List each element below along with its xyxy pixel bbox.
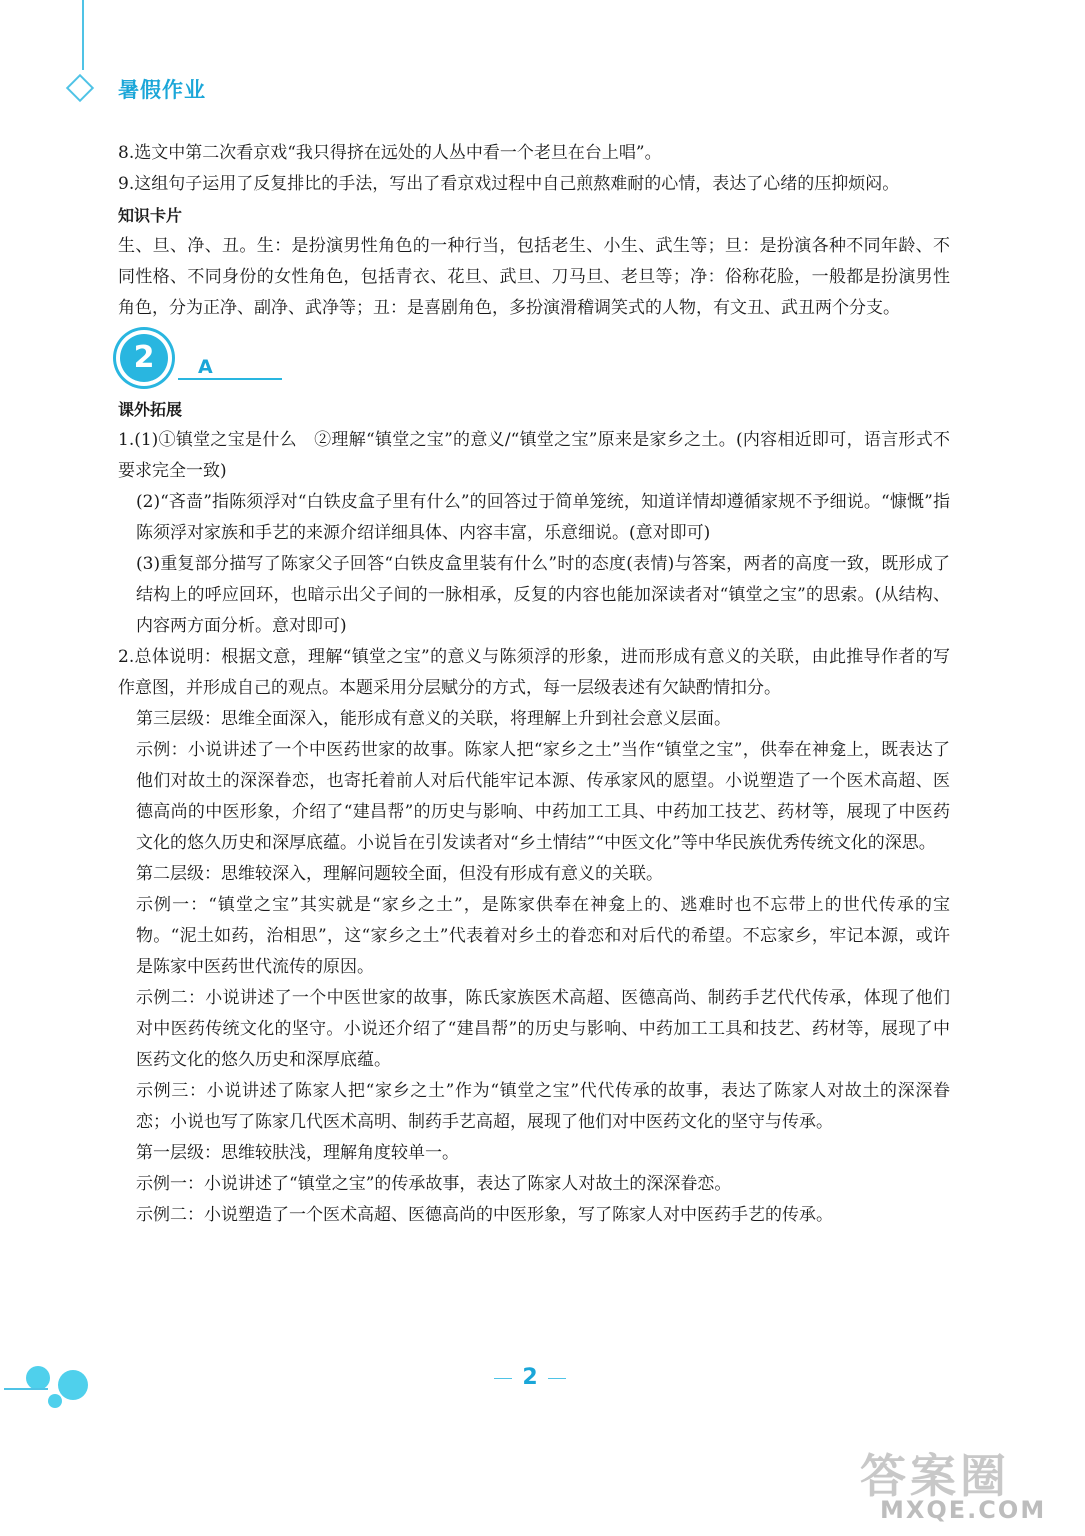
- level-3-desc: 第三层级：思维全面深入，能形成有意义的关联，将理解上升到社会意义层面。: [136, 709, 731, 729]
- extension-title: 课外拓展: [118, 400, 183, 419]
- level-1-example-1: 示例一：小说讲述了“镇堂之宝”的传承故事，表达了陈家人对故土的深深眷恋。: [136, 1174, 732, 1194]
- watermark: [840, 1440, 1080, 1530]
- section-number-badge: 2: [120, 334, 168, 382]
- level-3-example: 示例：小说讲述了一个中医药世家的故事。陈家人把“家乡之土”当作“镇堂之宝”，供奉在神龛上，既表达了他们对故土的深深眷恋，也寄托着前人对后代能牢记本源、传承家风的愿望。小说塑造了一个医术高超、医德高尚的中医形象，介绍了“建昌帮”的历史与影响、中药加工工具、中药加工技艺、药材等，展现了中医药文化的悠久历史和深厚底蕴。小说旨在引发读者对“乡土情结”“中医文化”等中华民族优秀传统文化的深思。: [136, 740, 950, 853]
- dot: [26, 1366, 50, 1390]
- header-diamond-icon: [66, 74, 94, 102]
- header-vertical-line: [82, 0, 84, 70]
- watermark-url: MXQE.COM: [880, 1496, 1047, 1524]
- page-number-right-line: [548, 1378, 566, 1379]
- level-2-example-3: 示例三：小说讲述了陈家人把“家乡之土”作为“镇堂之宝”代代传承的故事，表达了陈家人对故土的深深眷恋；小说也写了陈家几代医术高明、制药手艺高超，展现了他们对中医药文化的坚守与传承。: [136, 1081, 950, 1132]
- section-letter: A: [198, 356, 213, 378]
- section-badge: [118, 332, 950, 394]
- answer-1-part-3: (3)重复部分描写了陈家父子回答“白铁皮盒里装有什么”时的态度(表情)与答案，两者的高度一致，既形成了结构上的呼应回环，也暗示出父子间的一脉相承，反复的内容也能加深读者对“镇堂之宝”的思索。(从结构、内容两方面分析。意对即可): [136, 554, 950, 636]
- decorative-dots-icon: [0, 1358, 100, 1418]
- level-1-example-2: 示例二：小说塑造了一个医术高超、医德高尚的中医形象，写了陈家人对中医药手艺的传承。: [136, 1205, 833, 1225]
- knowledge-card-text: 生、旦、净、丑。生：是扮演男性角色的一种行当，包括老生、小生、武生等；旦：是扮演各种不同年龄、不同性格、不同身份的女性角色，包括青衣、花旦、武旦、刀马旦、老旦等；净：俗称花脸，一般都是扮演男性角色，分为正净、副净、武净等；丑：是喜剧角色，多扮演滑稽调笑式的人物，有文丑、武丑两个分支。: [118, 236, 950, 318]
- answer-2-intro: 2.总体说明：根据文意，理解“镇堂之宝”的意义与陈须浮的形象，进而形成有意义的关联，由此推导作者的写作意图，并形成自己的观点。本题采用分层赋分的方式，每一层级表述有欠缺酌情扣分。: [118, 647, 950, 698]
- answer-1-part-1: 1.(1)①镇堂之宝是什么 ②理解“镇堂之宝”的意义/“镇堂之宝”原来是家乡之土。(内容相近即可，语言形式不要求完全一致): [118, 430, 950, 481]
- page-number-box: [490, 1360, 570, 1396]
- section-underline: [178, 378, 282, 380]
- level-2-example-2: 示例二：小说讲述了一个中医世家的故事，陈氏家族医术高超、医德高尚、制药手艺代代传承，体现了他们对中医药传统文化的坚守。小说还介绍了“建昌帮”的历史与影响、中药加工工具和技艺、药材等，展现了中医药文化的悠久历史和深厚底蕴。: [136, 988, 950, 1070]
- page-content: [118, 138, 950, 1231]
- watermark-text: 答案圈: [860, 1449, 1010, 1503]
- level-2-desc: 第二层级：思维较深入，理解问题较全面，但没有形成有意义的关联。: [136, 864, 663, 884]
- dot: [48, 1394, 62, 1408]
- page-number: 2: [522, 1365, 538, 1390]
- answer-1-part-2: (2)“吝啬”指陈须浮对“白铁皮盒子里有什么”的回答过于简单笼统，知道详情却遵循家规不予细说。“慷慨”指陈须浮对家族和手艺的来源介绍详细具体、内容丰富，乐意细说。(意对即可): [136, 492, 950, 543]
- level-1-desc: 第一层级：思维较肤浅，理解角度较单一。: [136, 1143, 459, 1163]
- answer-item-8: 8.选文中第二次看京戏“我只得挤在远处的人丛中看一个老旦在台上唱”。: [118, 143, 662, 163]
- answer-item-9: 9.这组句子运用了反复排比的手法，写出了看京戏过程中自己煎熬难耐的心情，表达了心绪的压抑烦闷。: [118, 174, 900, 194]
- level-2-example-1: 示例一：“镇堂之宝”其实就是“家乡之土”，是陈家供奉在神龛上的、逃难时也不忘带上的世代传承的宝物。“泥土如药，治相思”，这“家乡之土”代表着对乡土的眷恋和对后代的希望。不忘家乡，牢记本源，或许是陈家中医药世代流传的原因。: [136, 895, 950, 977]
- page-header-title: 暑假作业: [118, 78, 206, 102]
- dot-line: [4, 1388, 48, 1390]
- dot: [58, 1370, 88, 1400]
- knowledge-card-title: 知识卡片: [118, 206, 183, 225]
